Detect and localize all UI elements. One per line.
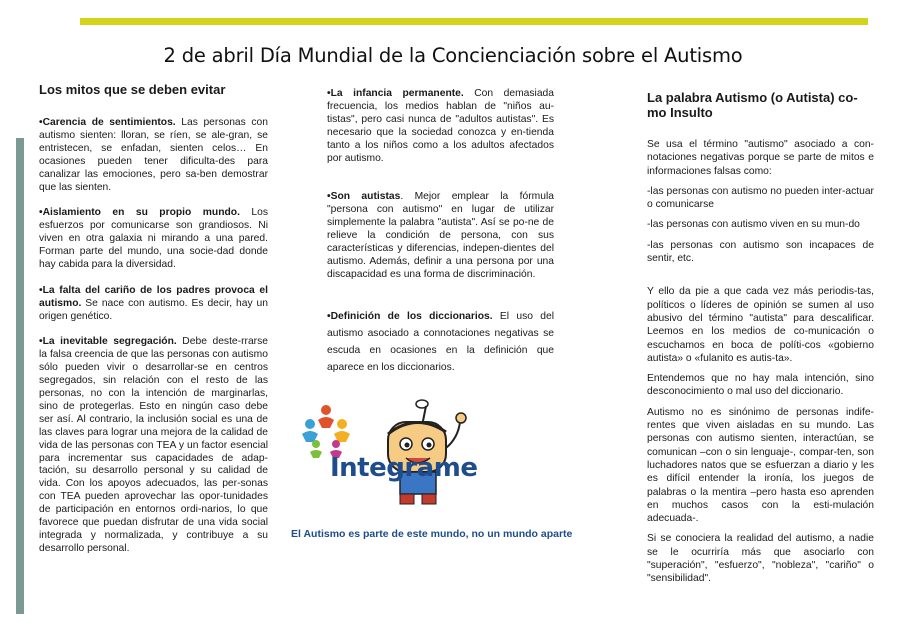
body-paragraph: Entendemos que no hay mala intención, sino desconocimiento o mal uso del diccionario.	[647, 373, 874, 398]
myth-title: •Son autistas	[327, 191, 401, 203]
myth-paragraph	[39, 336, 268, 555]
column-heading: Los mitos que se deben evitar	[39, 82, 226, 97]
column-heading: La palabra Autismo (o Autista) co-mo Insulto	[647, 90, 858, 120]
integrame-logo-text: Integrame	[330, 453, 478, 483]
body-paragraph: Y ello da pie a que cada vez más periodis-tas, políticos o líderes de opinión se sumen al uso abusivo del término "autista" para descalificar. Leemos en los medios de co-municación o escuchamos en boca de políti-cos «gobierno autista» o «fulanito es autis-ta».	[647, 286, 874, 364]
column-insult	[647, 90, 874, 593]
page-title: 2 de abril Día Mundial de la Concienciación sobre el Autismo	[163, 44, 743, 67]
myth-text: Los esfuerzos por comunicarse son grandiosos. Ni viven en otra galaxia ni mirando a una pared. Forman parte del mundo, una socie-dad donde hay cabida para la diversidad.	[39, 207, 268, 270]
myth-text: El uso del autismo asociado a connotaciones negativas se escuda en ocasiones en la definición que aparece en los diccionarios.	[327, 310, 554, 373]
column-myths-continued	[327, 88, 554, 389]
body-paragraph: -las personas con autismo no pueden inter-actuar o comunicarse	[647, 185, 874, 211]
body-paragraph: -las personas con autismo son incapaces de sentir, etc.	[647, 239, 874, 265]
myth-text: Se nace con autismo. Es decir, hay un origen genético.	[39, 297, 268, 322]
myth-title: •Aislamiento en su propio mundo.	[39, 207, 240, 219]
myth-paragraph	[327, 88, 554, 165]
myth-paragraph	[39, 207, 268, 272]
myth-paragraph	[327, 308, 554, 376]
tagline: El Autismo es parte de este mundo, no un mundo aparte	[291, 528, 573, 540]
cartoon-child-icon	[388, 400, 466, 504]
myth-paragraph	[39, 117, 268, 194]
column-myths	[39, 82, 268, 569]
body-paragraph: Si se conociera la realidad del autismo, a nadie se le ocurriría más que asociarlo con "superación", "esfuerzo", "nobleza", "cariño" o "sensibilidad".	[647, 533, 874, 585]
myth-title: •La inevitable segregación.	[39, 336, 177, 348]
body-paragraph: Autismo no es sinónimo de personas indife-rentes que viven aisladas en su mundo. Las personas con autismo sienten, interactúan, se comunican –con o sin lenguaje-, compar-ten, son luchadores natos que se esfuerzan a diario y les es difícil entender la ironía, los juegos de palabras o la mentira –pero hasta eso aprenden en muchos casos con la esti-mulación adecuada-.	[647, 406, 874, 525]
body-paragraph: -las personas con autismo viven en su mun-do	[647, 219, 860, 231]
myth-title: •La falta del cariño de los padres provoca el autismo.	[39, 284, 268, 309]
myth-text: Las personas con autismo sienten: lloran, se ríen, se ale-gran, se entristecen, se enfadan, sienten celos… En ocasiones pueden tener dificulta-des para canalizar las emociones, pero sa-ben demostrar que las sienten.	[39, 117, 268, 193]
myth-paragraph	[39, 285, 268, 324]
people-figures-icon	[302, 405, 350, 458]
myth-title: •La infancia permanente.	[327, 88, 464, 99]
myth-text: Debe deste-rrarse la falsa creencia de que las personas con autismo sólo pueden vivir o desarrollar-se en centros segregados, sin relación con el resto de las personas, no con la intención de marginarlas, sino de protegerlas. Esto en ningún caso debe ser así. Al contrario, la inclusión social es una de las claves para lograr una mejora de la calidad de vida de las personas con TEA y un factor esencial para incrementar sus capacidades de adap-tación, su desarrollo personal y su calidad de vida. Con los apoyos adecuados, las per-sonas con TEA pueden aprovechar las opor-tunidades de participación en entornos ordi-narios, lo que favorece que puedan disfrutar de una vida social integrada y normalizada, y contribuye a su desarrollo personal.	[39, 336, 268, 554]
body-paragraph: Se usa el término "autismo" asociado a con-notaciones negativas porque se parte de mitos e informaciones falsas como:	[647, 139, 874, 177]
myth-text: . Mejor emplear la fórmula "persona con autismo" en lugar de utilizar simplemente la palabra "autista". Así se po-ne de relieve la condición de persona, con sus características y diferencias, indepen-dientes del autismo. Además, definir a una persona por una discapacidad es una forma de discriminación.	[327, 191, 554, 280]
myth-paragraph	[327, 191, 554, 281]
myth-text: Con demasiada frecuencia, los medios hablan de "niños au-tistas", pero casi nunca de "adultos autistas". Es necesario que la sociedad conozca y en-tienda tanto a los niños como a los adultos afectados por autismo.	[327, 88, 554, 164]
myth-title: •Carencia de sentimientos.	[39, 117, 176, 128]
top-accent-bar	[80, 18, 868, 25]
myth-title: •Definición de los diccionarios.	[327, 310, 493, 322]
side-accent-bar	[16, 138, 24, 614]
